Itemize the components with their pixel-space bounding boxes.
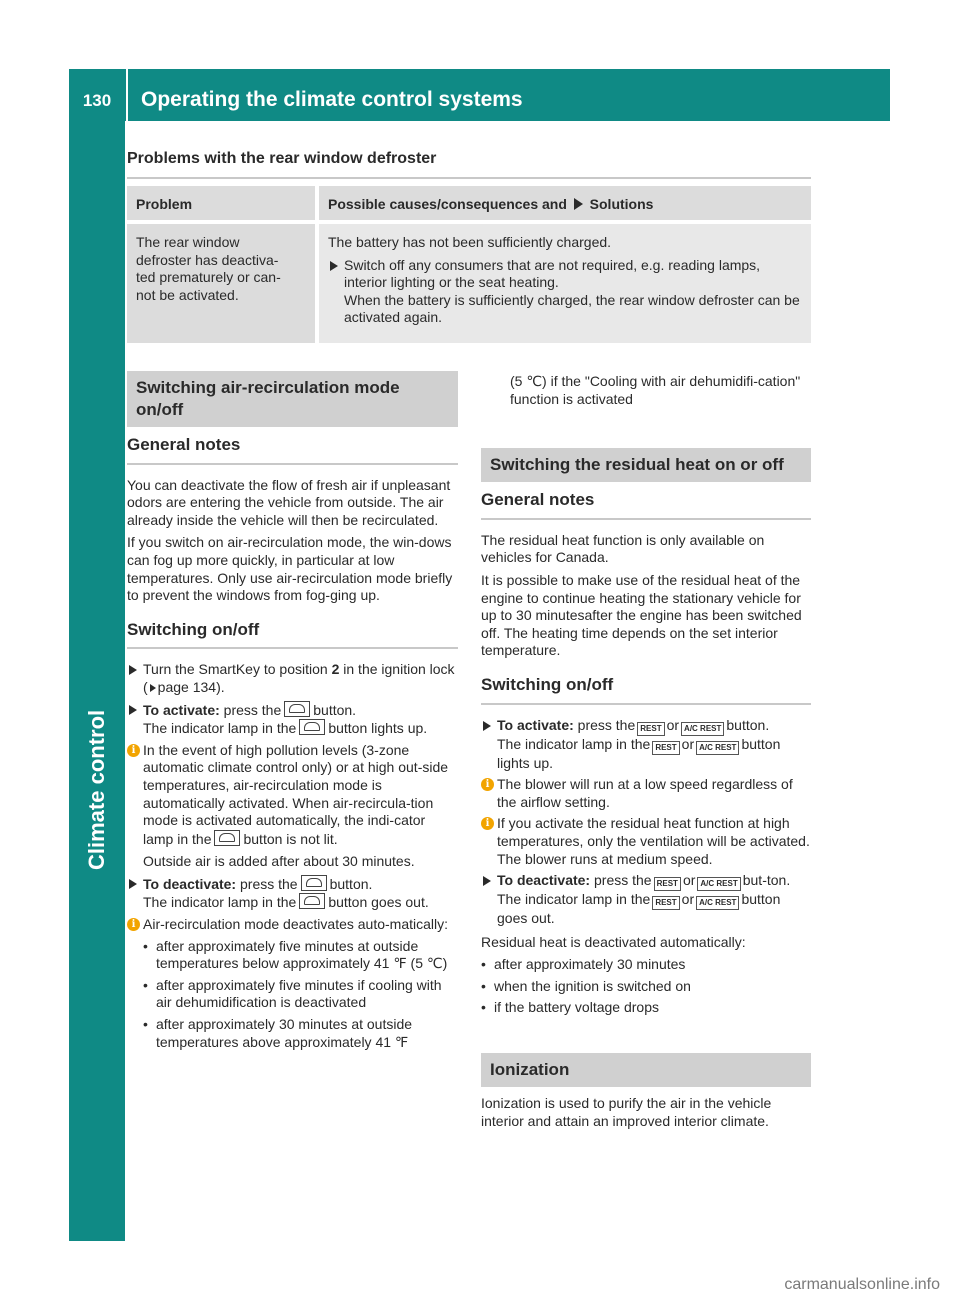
problems-heading-rule [127, 177, 811, 179]
recirc-band-line: Switching air-recirculation mode [136, 378, 400, 397]
step-text: press the [223, 701, 282, 718]
rest-button-icon: REST [654, 877, 681, 891]
step-arrow-icon [129, 705, 137, 715]
step-text: but-ton. [742, 872, 791, 889]
residual-paragraph: The residual heat function is only available on vehicles for Canada. [481, 531, 765, 566]
ac-rest-button-icon: A/C REST [681, 722, 724, 736]
step-arrow-icon [129, 879, 137, 889]
residual-info-ventilation [481, 815, 811, 868]
recirc-paragraph: If you switch on air-recirculation mode, the win-dows can fog up more quickly, in particular at low temperatures. Only use air-recirculation mode briefly to prevent the windows from fog-ging up. [127, 534, 453, 604]
residual-general-heading: General notes [481, 491, 811, 520]
right-column [481, 373, 811, 1135]
page-ref-icon [150, 684, 156, 692]
step-text: goes out. [497, 910, 555, 927]
recirculation-button-icon [301, 875, 327, 891]
list-item-text: after approximately 30 minutes [494, 956, 686, 973]
residual-step-activate [481, 717, 811, 773]
bullet-icon: • [481, 977, 486, 994]
problem-line: not be activated. [136, 286, 239, 303]
side-tab [69, 121, 125, 1241]
residual-info-blower [481, 776, 811, 811]
step-text: press the [240, 875, 298, 892]
residual-paragraph: It is possible to make use of the residual heat of the engine to continue heating the stationary vehicle for up to 30 minutesafter the engine has been switched off. The heating time depends on the set interior temperature. [481, 571, 802, 659]
info-icon: i [127, 918, 140, 931]
step-text: The indicator lamp in the [497, 891, 651, 908]
ac-rest-button-icon: A/C REST [696, 896, 739, 910]
ionization-paragraph: Ionization is used to purify the air in the vehicle interior and attain an improved interior climate. [481, 1095, 772, 1129]
recirc-band-line: on/off [136, 400, 184, 419]
step-text: in the ignition lock ( [143, 661, 455, 695]
step-arrow-icon [483, 721, 491, 731]
list-item [481, 999, 811, 1017]
problem-line: defroster has deactiva- [136, 251, 279, 268]
info-text: Air-recirculation mode deactivates auto-matically: [143, 916, 449, 933]
arrow-icon [574, 198, 583, 210]
info-icon: i [481, 817, 494, 830]
recirculation-button-icon [214, 830, 240, 846]
step-text: lights up. [497, 754, 554, 771]
recirculation-button-icon [284, 701, 310, 717]
step-arrow-icon [330, 261, 338, 271]
step-text: press the [594, 872, 652, 889]
info-text: If you activate the residual heat function at high temperatures, only the ventilation will be activated. The blower runs at medium speed. [497, 815, 810, 867]
residual-section-band: Switching the residual heat on or off [481, 448, 811, 482]
step-text: page 134). [157, 678, 225, 695]
info-text: In the event of high pollution levels (3-zone automatic climate control only) or at high out-side temperatures, air-recirculation mode is automatically activated. When air-recircula-tion mode is activated automatically, the indi-cator lamp in the [143, 741, 449, 847]
step-label: To activate: [143, 701, 220, 718]
header-divider [126, 69, 128, 121]
left-column [127, 371, 458, 1055]
problem-line: The rear window [136, 234, 240, 250]
residual-bullet-list [481, 956, 811, 1017]
list-item-text: when the ignition is switched on [494, 977, 691, 994]
solutions-header-text-b: Solutions [589, 196, 654, 212]
step-label: To activate: [497, 716, 574, 733]
ionization-section-band: Ionization [481, 1053, 811, 1087]
rest-button-icon: REST [652, 896, 679, 910]
recirc-step-deactivate [127, 875, 458, 912]
ac-rest-button-icon: A/C REST [697, 877, 740, 891]
step-text: or [666, 716, 680, 733]
page-header-band [69, 69, 890, 121]
bullet-icon: • [143, 1016, 148, 1033]
watermark: carmanualsonline.info [784, 1276, 940, 1293]
recirc-switch-heading: Switching on/off [127, 621, 458, 650]
info-text: Outside air is added after about 30 minutes. [143, 853, 415, 870]
step-text: or [681, 891, 695, 908]
problem-line: ted prematurely or can- [136, 269, 281, 285]
step-text: button. [329, 875, 373, 892]
step-text: button. [726, 716, 770, 733]
step-text: button goes out. [328, 894, 429, 911]
side-tab-label: Climate control [84, 709, 109, 870]
solutions-column-header [315, 186, 811, 220]
step-text: or [682, 872, 696, 889]
solution-cell [315, 224, 811, 343]
list-item-text: after approximately 30 minutes at outside temperatures above approximately 41 ℉ [156, 1016, 413, 1050]
residual-switch-heading: Switching on/off [481, 676, 811, 705]
recirculation-button-icon [299, 719, 325, 735]
step-text: The indicator lamp in the [143, 894, 297, 911]
list-item [481, 978, 811, 996]
step-arrow-icon [483, 876, 491, 886]
solution-step-result: When the battery is sufficiently charged, the rear window defroster can be activated again. [344, 291, 800, 325]
step-text: The indicator lamp in the [143, 720, 297, 737]
step-text: button. [313, 701, 357, 718]
recirc-info-auto [127, 742, 458, 871]
bullet-icon: • [143, 937, 148, 954]
list-item [143, 1016, 458, 1051]
step-text: button lights up. [328, 720, 428, 737]
page-title: Operating the climate control systems [141, 88, 523, 111]
info-text: The blower will run at a low speed regardless of the airflow setting. [497, 776, 793, 810]
list-item-text: if the battery voltage drops [494, 999, 659, 1016]
bullet-icon: • [481, 999, 486, 1016]
list-item [143, 938, 458, 973]
recirc-section-band [127, 371, 458, 427]
recirc-bullet-list [143, 938, 458, 1052]
step-position: 2 [331, 661, 340, 678]
bullet-icon: • [143, 976, 148, 993]
page-number: 130 [82, 91, 112, 110]
step-text: button [741, 891, 781, 908]
recirc-general-heading: General notes [127, 436, 458, 465]
step-label: To deactivate: [143, 875, 237, 892]
residual-step-deactivate [481, 872, 811, 928]
list-item [481, 956, 811, 974]
recirculation-button-icon [299, 893, 325, 909]
problem-column-header: Problem [127, 186, 315, 220]
recirc-step-ignition [127, 661, 458, 696]
step-text: or [681, 735, 695, 752]
list-item [143, 977, 458, 1012]
problems-heading: Problems with the rear window defroster [127, 150, 437, 167]
list-item-text: after approximately five minutes if cooling with air dehumidification is deactivated [156, 976, 442, 1011]
step-text: The indicator lamp in the [497, 735, 651, 752]
problems-table [127, 186, 811, 343]
recirc-bullet-continuation: (5 ℃) if the "Cooling with air dehumidifi-cation" function is activated [510, 373, 801, 407]
rest-button-icon: REST [652, 741, 679, 755]
residual-auto-text: Residual heat is deactivated automatically: [481, 933, 746, 950]
step-text: button [741, 735, 781, 752]
info-text: button is not lit. [243, 830, 338, 847]
problem-cell [127, 224, 315, 343]
list-item-text: after approximately five minutes at outside temperatures below approximately 41 ℉ (5 ℃) [156, 937, 448, 972]
ac-rest-button-icon: A/C REST [696, 741, 739, 755]
step-label: To deactivate: [497, 872, 591, 889]
recirc-paragraph: You can deactivate the flow of fresh air if unpleasant odors are entering the vehicle from outside. The air already inside the vehicle will then be recirculated. [127, 476, 451, 528]
step-text: press the [577, 716, 636, 733]
solution-step [328, 257, 802, 327]
solution-step-text: Switch off any consumers that are not required, e.g. reading lamps, interior lighting or the seat heating. [344, 256, 761, 290]
info-icon: i [481, 778, 494, 791]
info-icon: i [127, 744, 140, 757]
cause-text: The battery has not been sufficiently charged. [328, 234, 612, 250]
bullet-icon: • [481, 956, 486, 973]
recirc-info-deactivates [127, 916, 458, 934]
recirc-step-activate [127, 701, 458, 738]
step-text: Turn the SmartKey to position [143, 661, 328, 678]
rest-button-icon: REST [637, 722, 664, 736]
solutions-header-text: Possible causes/consequences and [328, 196, 567, 212]
step-arrow-icon [129, 665, 137, 675]
